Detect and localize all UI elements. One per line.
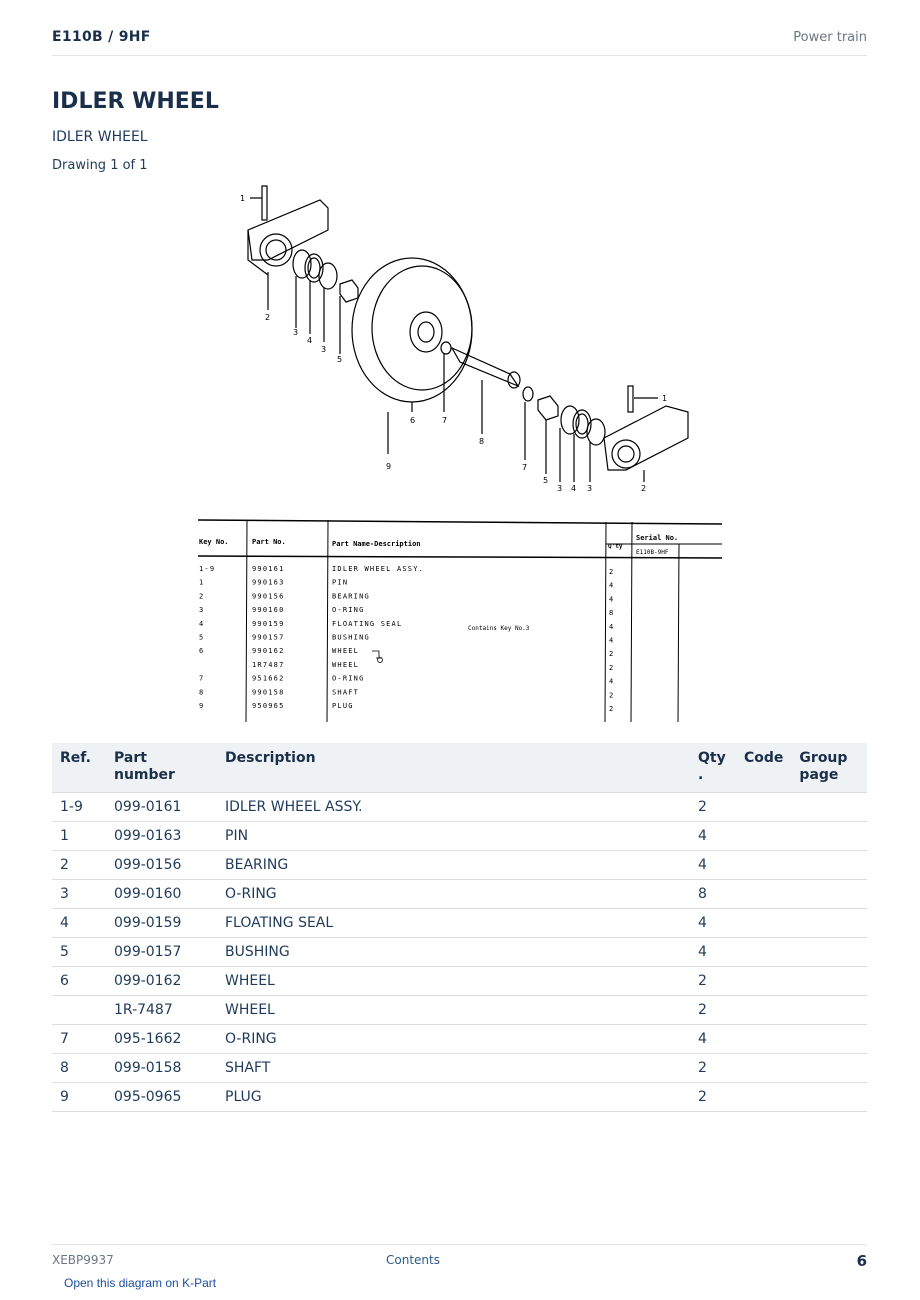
cell-description: BUSHING: [217, 938, 690, 967]
scan-cell-qty: 2: [609, 568, 615, 576]
cell-code: [736, 1083, 791, 1112]
scan-cell-desc: WHEEL: [332, 660, 360, 669]
scan-cell-qty: 2: [609, 650, 615, 659]
scan-cell-key: 4: [199, 619, 205, 628]
parts-table-body: [52, 793, 867, 1112]
col-code: Code: [736, 743, 791, 793]
page-subtitle: IDLER WHEEL: [52, 129, 148, 145]
scan-note: Contains Key No.3: [468, 625, 530, 632]
document-id: XEBP9937: [52, 1253, 114, 1267]
callout-label: 7: [442, 416, 448, 425]
cell-qty: 4: [690, 822, 736, 851]
scan-cell-desc: SHAFT: [332, 688, 360, 697]
cell-group-page: [791, 822, 867, 851]
cell-ref: 5: [52, 938, 106, 967]
cell-description: PIN: [217, 822, 690, 851]
cell-part-number: 1R-7487: [106, 996, 217, 1025]
header-divider: [52, 55, 867, 56]
table-row: [52, 909, 867, 938]
cell-qty: 2: [690, 1054, 736, 1083]
scan-cell-desc: PLUG: [332, 702, 354, 710]
cell-group-page: [791, 1025, 867, 1054]
scan-header-desc: Part Name-Description: [332, 540, 421, 548]
scan-cell-part: 951662: [252, 674, 285, 683]
cell-ref: 4: [52, 909, 106, 938]
cell-group-page: [791, 1054, 867, 1083]
cell-code: [736, 996, 791, 1025]
scan-cell-desc: FLOATING SEAL: [332, 619, 403, 628]
scan-cell-qty: 4: [609, 581, 615, 590]
callout-label: 6: [410, 416, 416, 425]
cell-ref: 9: [52, 1083, 106, 1112]
cell-ref: 7: [52, 1025, 106, 1054]
scan-cell-qty: 8: [609, 609, 615, 618]
cell-group-page: [791, 996, 867, 1025]
scan-cell-key: 8: [199, 688, 205, 697]
cell-description: IDLER WHEEL ASSY.: [217, 793, 690, 822]
scan-cell-qty: 2: [609, 691, 615, 700]
scanned-table-rows: [199, 565, 614, 713]
callout-label: 3: [293, 328, 299, 337]
table-row: [52, 1025, 867, 1054]
cell-ref: 2: [52, 851, 106, 880]
cell-group-page: [791, 851, 867, 880]
scan-cell-part: 990161: [252, 565, 285, 573]
table-row: [52, 996, 867, 1025]
drawing-label: Drawing 1 of 1: [52, 158, 148, 173]
cell-ref: 8: [52, 1054, 106, 1083]
col-group-page: Group page: [791, 743, 867, 793]
callout-label: 9: [386, 462, 392, 471]
cell-code: [736, 909, 791, 938]
scan-cell-part: 990156: [252, 592, 285, 601]
table-row: [52, 1083, 867, 1112]
page-title: IDLER WHEEL: [52, 89, 219, 114]
scan-cell-qty: 4: [609, 677, 615, 686]
scan-cell-desc: IDLER WHEEL ASSY.: [332, 565, 425, 573]
section-header: Power train: [793, 30, 867, 45]
cell-qty: 8: [690, 880, 736, 909]
callout-label: 7: [522, 463, 528, 472]
table-row: [52, 793, 867, 822]
scan-cell-desc: WHEEL: [332, 647, 360, 656]
cell-part-number: 099-0156: [106, 851, 217, 880]
table-row: [52, 1054, 867, 1083]
cell-code: [736, 1025, 791, 1054]
page-number: 6: [856, 1252, 867, 1270]
cell-part-number: 099-0157: [106, 938, 217, 967]
contents-link[interactable]: Contents: [386, 1253, 440, 1267]
scan-cell-part: 990158: [252, 688, 285, 697]
cell-qty: 4: [690, 938, 736, 967]
callout-label: 8: [479, 437, 485, 446]
cell-code: [736, 938, 791, 967]
parts-table: [52, 743, 867, 1112]
table-row: [52, 851, 867, 880]
scan-header-serial-sub: E110B-9HF: [636, 549, 669, 556]
scan-header-qty: Q'ty: [608, 543, 623, 550]
scan-cell-desc: PIN: [332, 578, 349, 587]
scan-cell-qty: 4: [609, 636, 615, 645]
exploded-diagram: [180, 180, 740, 500]
cell-qty: 2: [690, 793, 736, 822]
diagram-drawing: [248, 186, 688, 482]
scan-cell-qty: 2: [609, 663, 615, 672]
table-row: [52, 880, 867, 909]
cell-qty: 2: [690, 967, 736, 996]
scan-cell-key: 2: [199, 592, 205, 601]
scan-cell-key: 5: [199, 633, 205, 642]
cell-part-number: 095-1662: [106, 1025, 217, 1054]
scan-cell-desc: BEARING: [332, 592, 370, 601]
scan-cell-desc: O-RING: [332, 674, 365, 683]
cell-group-page: [791, 938, 867, 967]
cell-ref: 3: [52, 880, 106, 909]
scan-cell-part: 990157: [252, 633, 285, 642]
callout-label: 2: [265, 313, 271, 322]
scan-cell-part: 1R7487: [252, 660, 285, 669]
table-row: [52, 822, 867, 851]
model-header: E110B / 9HF: [52, 29, 151, 45]
callout-label: 1: [662, 394, 668, 403]
scan-cell-key: 9: [199, 702, 205, 710]
scan-cell-key: 3: [199, 606, 205, 615]
scan-cell-part: 990163: [252, 578, 285, 587]
callout-label: 1: [240, 194, 246, 203]
scan-cell-part: 990162: [252, 647, 285, 656]
cell-ref: [52, 996, 106, 1025]
scan-header-key: Key No.: [199, 538, 229, 546]
cell-code: [736, 793, 791, 822]
col-qty: Qty .: [690, 743, 736, 793]
callout-label: 2: [641, 484, 647, 493]
cell-group-page: [791, 793, 867, 822]
scan-header-serial: Serial No.: [636, 534, 679, 542]
table-row: [52, 938, 867, 967]
cell-description: SHAFT: [217, 1054, 690, 1083]
scan-cell-key: 7: [199, 674, 205, 683]
cell-ref: 6: [52, 967, 106, 996]
scan-cell-key: 6: [199, 647, 205, 656]
cell-qty: 2: [690, 996, 736, 1025]
cell-qty: 2: [690, 1083, 736, 1112]
cell-part-number: 099-0160: [106, 880, 217, 909]
col-part-number: Part number: [106, 743, 217, 793]
open-kpart-link[interactable]: Open this diagram on K-Part: [64, 1276, 217, 1290]
diagram-callouts: [240, 194, 667, 493]
scan-cell-key: 1: [199, 578, 205, 587]
scan-cell-part: 950965: [252, 702, 285, 710]
scan-cell-qty: 4: [609, 595, 615, 604]
cell-code: [736, 967, 791, 996]
cell-group-page: [791, 1083, 867, 1112]
cell-description: BEARING: [217, 851, 690, 880]
cell-description: O-RING: [217, 880, 690, 909]
cell-group-page: [791, 967, 867, 996]
scan-header-part: Part No.: [252, 538, 286, 546]
scan-cell-key: 1-9: [199, 565, 216, 573]
scan-cell-qty: 4: [609, 622, 615, 631]
callout-label: 4: [307, 336, 313, 345]
callout-label: 5: [337, 355, 343, 364]
scan-cell-desc: BUSHING: [332, 633, 370, 642]
cell-qty: 4: [690, 1025, 736, 1054]
scan-cell-part: 990159: [252, 619, 285, 628]
cell-part-number: 099-0159: [106, 909, 217, 938]
cell-part-number: 099-0163: [106, 822, 217, 851]
cell-description: FLOATING SEAL: [217, 909, 690, 938]
table-row: [52, 967, 867, 996]
scanned-parts-table: [196, 518, 724, 724]
cell-description: WHEEL: [217, 996, 690, 1025]
cell-ref: 1-9: [52, 793, 106, 822]
scan-cell-desc: O-RING: [332, 606, 365, 615]
callout-label: 3: [587, 484, 593, 493]
cell-group-page: [791, 909, 867, 938]
col-description: Description: [217, 743, 690, 793]
cell-part-number: 095-0965: [106, 1083, 217, 1112]
cell-code: [736, 851, 791, 880]
callout-label: 5: [543, 476, 549, 485]
scan-cell-part: 990160: [252, 606, 285, 615]
cell-qty: 4: [690, 909, 736, 938]
cell-code: [736, 822, 791, 851]
callout-label: 3: [557, 484, 563, 493]
scan-cell-qty: 2: [609, 705, 615, 713]
cell-part-number: 099-0161: [106, 793, 217, 822]
parts-table-header: [52, 743, 867, 793]
col-ref: Ref.: [52, 743, 106, 793]
cell-group-page: [791, 880, 867, 909]
footer-divider: [52, 1244, 867, 1245]
cell-qty: 4: [690, 851, 736, 880]
cell-code: [736, 880, 791, 909]
callout-label: 4: [571, 484, 577, 493]
cell-description: O-RING: [217, 1025, 690, 1054]
cell-description: PLUG: [217, 1083, 690, 1112]
cell-code: [736, 1054, 791, 1083]
cell-part-number: 099-0162: [106, 967, 217, 996]
cell-ref: 1: [52, 822, 106, 851]
cell-part-number: 099-0158: [106, 1054, 217, 1083]
callout-label: 3: [321, 345, 327, 354]
cell-description: WHEEL: [217, 967, 690, 996]
